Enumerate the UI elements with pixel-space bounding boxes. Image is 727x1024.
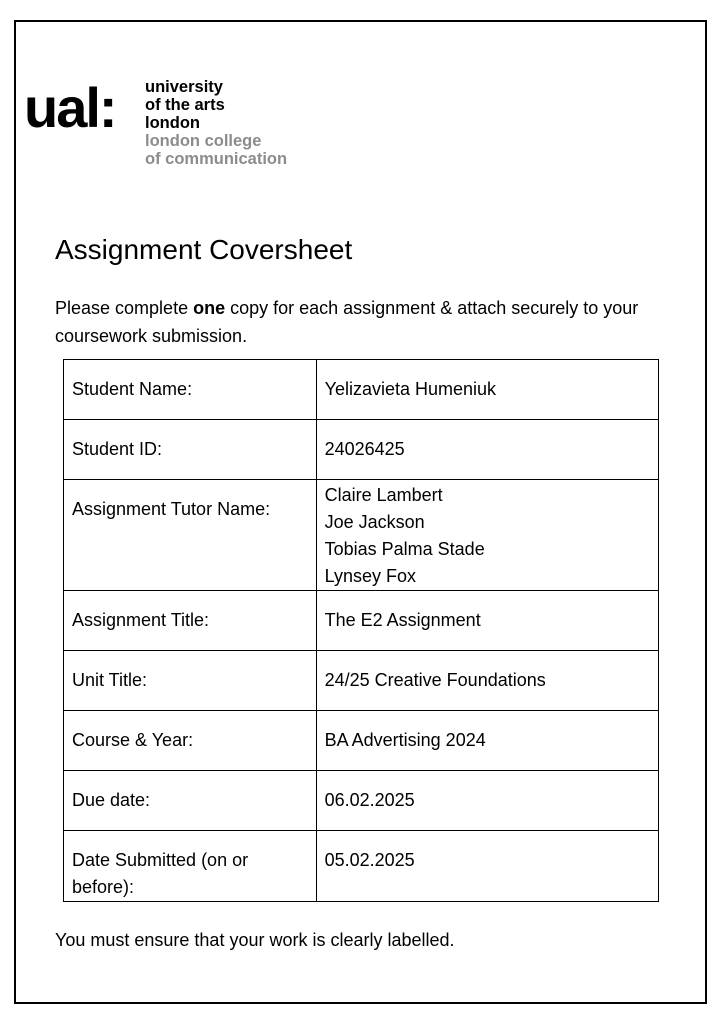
tutor-name: Claire Lambert [324, 485, 443, 505]
tutor-name: Tobias Palma Stade [324, 539, 485, 559]
logo-college-line: london college [145, 132, 262, 150]
ual-logo-wordmark [145, 78, 287, 168]
field-label: Course & Year: [64, 711, 317, 771]
field-label: Student Name: [64, 360, 317, 420]
coversheet-table [63, 359, 659, 902]
field-label: Date Submitted (on or before): [64, 831, 317, 902]
ual-logo-mark: ual: [24, 76, 116, 139]
intro-emphasis: one [193, 298, 226, 318]
field-label: Unit Title: [64, 651, 317, 711]
field-value: 06.02.2025 [316, 771, 658, 831]
field-label: Assignment Title: [64, 591, 317, 651]
field-value: Yelizavieta Humeniuk [316, 360, 658, 420]
table-row [64, 651, 659, 711]
logo-line: university [145, 78, 223, 96]
intro-text-end: copy for each assignment & attach securely to your coursework submission. [55, 298, 639, 346]
page-title: Assignment Coversheet [55, 234, 353, 265]
tutor-names [316, 480, 658, 591]
field-label: Due date: [64, 771, 317, 831]
field-value: 24/25 Creative Foundations [316, 651, 658, 711]
field-value: The E2 Assignment [316, 591, 658, 651]
field-label: Assignment Tutor Name: [64, 480, 317, 591]
tutor-name: Joe Jackson [324, 512, 425, 532]
logo-line: of the arts [145, 96, 225, 114]
tutor-name: Lynsey Fox [324, 566, 416, 586]
table-row [64, 711, 659, 771]
intro-text-start: Please complete [55, 298, 194, 318]
footer-note: You must ensure that your work is clearly labelled. [55, 930, 455, 950]
logo-college-line: of communication [145, 150, 288, 168]
table-row [64, 480, 659, 591]
logo-line: london [145, 114, 200, 132]
field-label: Student ID: [64, 420, 317, 480]
table-row [64, 591, 659, 651]
intro-text [55, 294, 680, 350]
field-value: BA Advertising 2024 [316, 711, 658, 771]
field-value: 24026425 [316, 420, 658, 480]
table-row [64, 771, 659, 831]
table-row [64, 831, 659, 902]
table-row [64, 420, 659, 480]
field-value: 05.02.2025 [316, 831, 658, 902]
table-row [64, 360, 659, 420]
